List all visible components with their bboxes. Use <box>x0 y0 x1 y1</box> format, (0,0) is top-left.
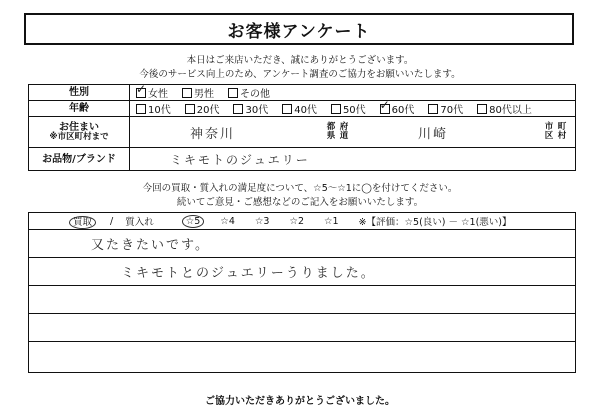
item-field <box>130 148 575 170</box>
checkbox-icon <box>233 104 243 114</box>
gender-option-other[interactable]: その他 <box>228 85 270 100</box>
age-option-60s[interactable]: ✓ 60代 <box>380 101 415 116</box>
checkbox-icon <box>136 104 146 114</box>
star-3[interactable]: ☆3 <box>254 215 270 227</box>
address-fields <box>130 117 575 147</box>
checkbox-icon <box>136 88 146 98</box>
page-title: お客様アンケート <box>24 13 574 45</box>
star-4[interactable]: ☆4 <box>220 215 235 227</box>
address-row <box>29 117 575 148</box>
star-5[interactable]: ☆5 <box>182 216 205 227</box>
checkbox-icon <box>477 104 487 114</box>
checkbox-icon <box>182 88 192 98</box>
age-option-40s[interactable]: 40代 <box>282 101 317 116</box>
checkbox-icon <box>428 104 438 114</box>
star-1[interactable]: ☆1 <box>323 215 339 227</box>
satisfaction-intro-2: 続いてご意見・ご感想などのご記入をお願いいたします。 <box>176 197 424 208</box>
gender-option-female[interactable]: ✓ 女性 <box>136 85 168 100</box>
rating-row <box>29 213 575 230</box>
intro-line-1: 本日はご来店いただき、誠にありがとうございます。 <box>186 55 414 66</box>
prefecture-suffix: 都 県 府 道 <box>326 122 349 141</box>
checkbox-icon <box>185 104 195 114</box>
age-option-50s[interactable]: 50代 <box>331 101 366 116</box>
checkbox-icon <box>228 88 238 98</box>
age-row <box>29 101 575 117</box>
item-value[interactable]: ミキモトのジュエリー <box>170 152 310 167</box>
city-value[interactable]: 川崎 <box>418 126 449 142</box>
feedback-section <box>28 212 576 373</box>
age-option-70s[interactable]: 70代 <box>428 101 463 116</box>
gender-options <box>130 85 575 100</box>
city-suffix: 市 区 町 村 <box>544 122 567 141</box>
comment-line[interactable] <box>29 286 575 314</box>
comment-line[interactable]: ミキモトとのジュエリーうりました。 <box>29 258 575 286</box>
thank-you-footer: ご協力いただきありがとうございました。 <box>205 396 395 407</box>
gender-option-male[interactable]: 男性 <box>182 85 214 100</box>
checkbox-icon <box>282 104 292 114</box>
address-label: お住まい ※市区町村まで <box>29 117 130 147</box>
prefecture-value[interactable]: 神奈川 <box>190 126 236 142</box>
item-label: お品物/ブランド <box>29 148 130 170</box>
gender-row <box>29 85 575 101</box>
type-separator: / <box>110 215 114 227</box>
age-label: 年齢 <box>29 101 130 116</box>
gender-label: 性別 <box>29 85 130 100</box>
comment-line[interactable]: 又たきたいです。 <box>29 230 575 258</box>
age-option-80s[interactable]: 80代以上 <box>477 101 532 116</box>
checkbox-icon <box>331 104 341 114</box>
age-option-10s[interactable]: 10代 <box>136 101 171 116</box>
age-option-20s[interactable]: 20代 <box>185 101 220 116</box>
type-option-kaitori[interactable]: 買取 <box>69 214 96 228</box>
rating-legend: ※【評価：☆5(良い) － ☆1(悪い)】 <box>358 217 512 228</box>
star-2[interactable]: ☆2 <box>289 215 304 227</box>
satisfaction-intro-1: 今回の買取・質入れの満足度について、☆5～☆1に◯を付けてください。 <box>142 183 458 194</box>
age-options <box>130 101 575 116</box>
type-option-shichiire[interactable]: 質入れ <box>125 217 154 228</box>
survey-form <box>28 84 576 171</box>
intro-line-2: 今後のサービス向上のため、アンケート調査のご協力をお願いいたします。 <box>139 69 461 80</box>
age-option-30s[interactable]: 30代 <box>233 101 268 116</box>
checkbox-icon <box>380 104 390 114</box>
comment-line[interactable] <box>29 342 575 370</box>
comment-line[interactable] <box>29 314 575 342</box>
item-row <box>29 148 575 170</box>
